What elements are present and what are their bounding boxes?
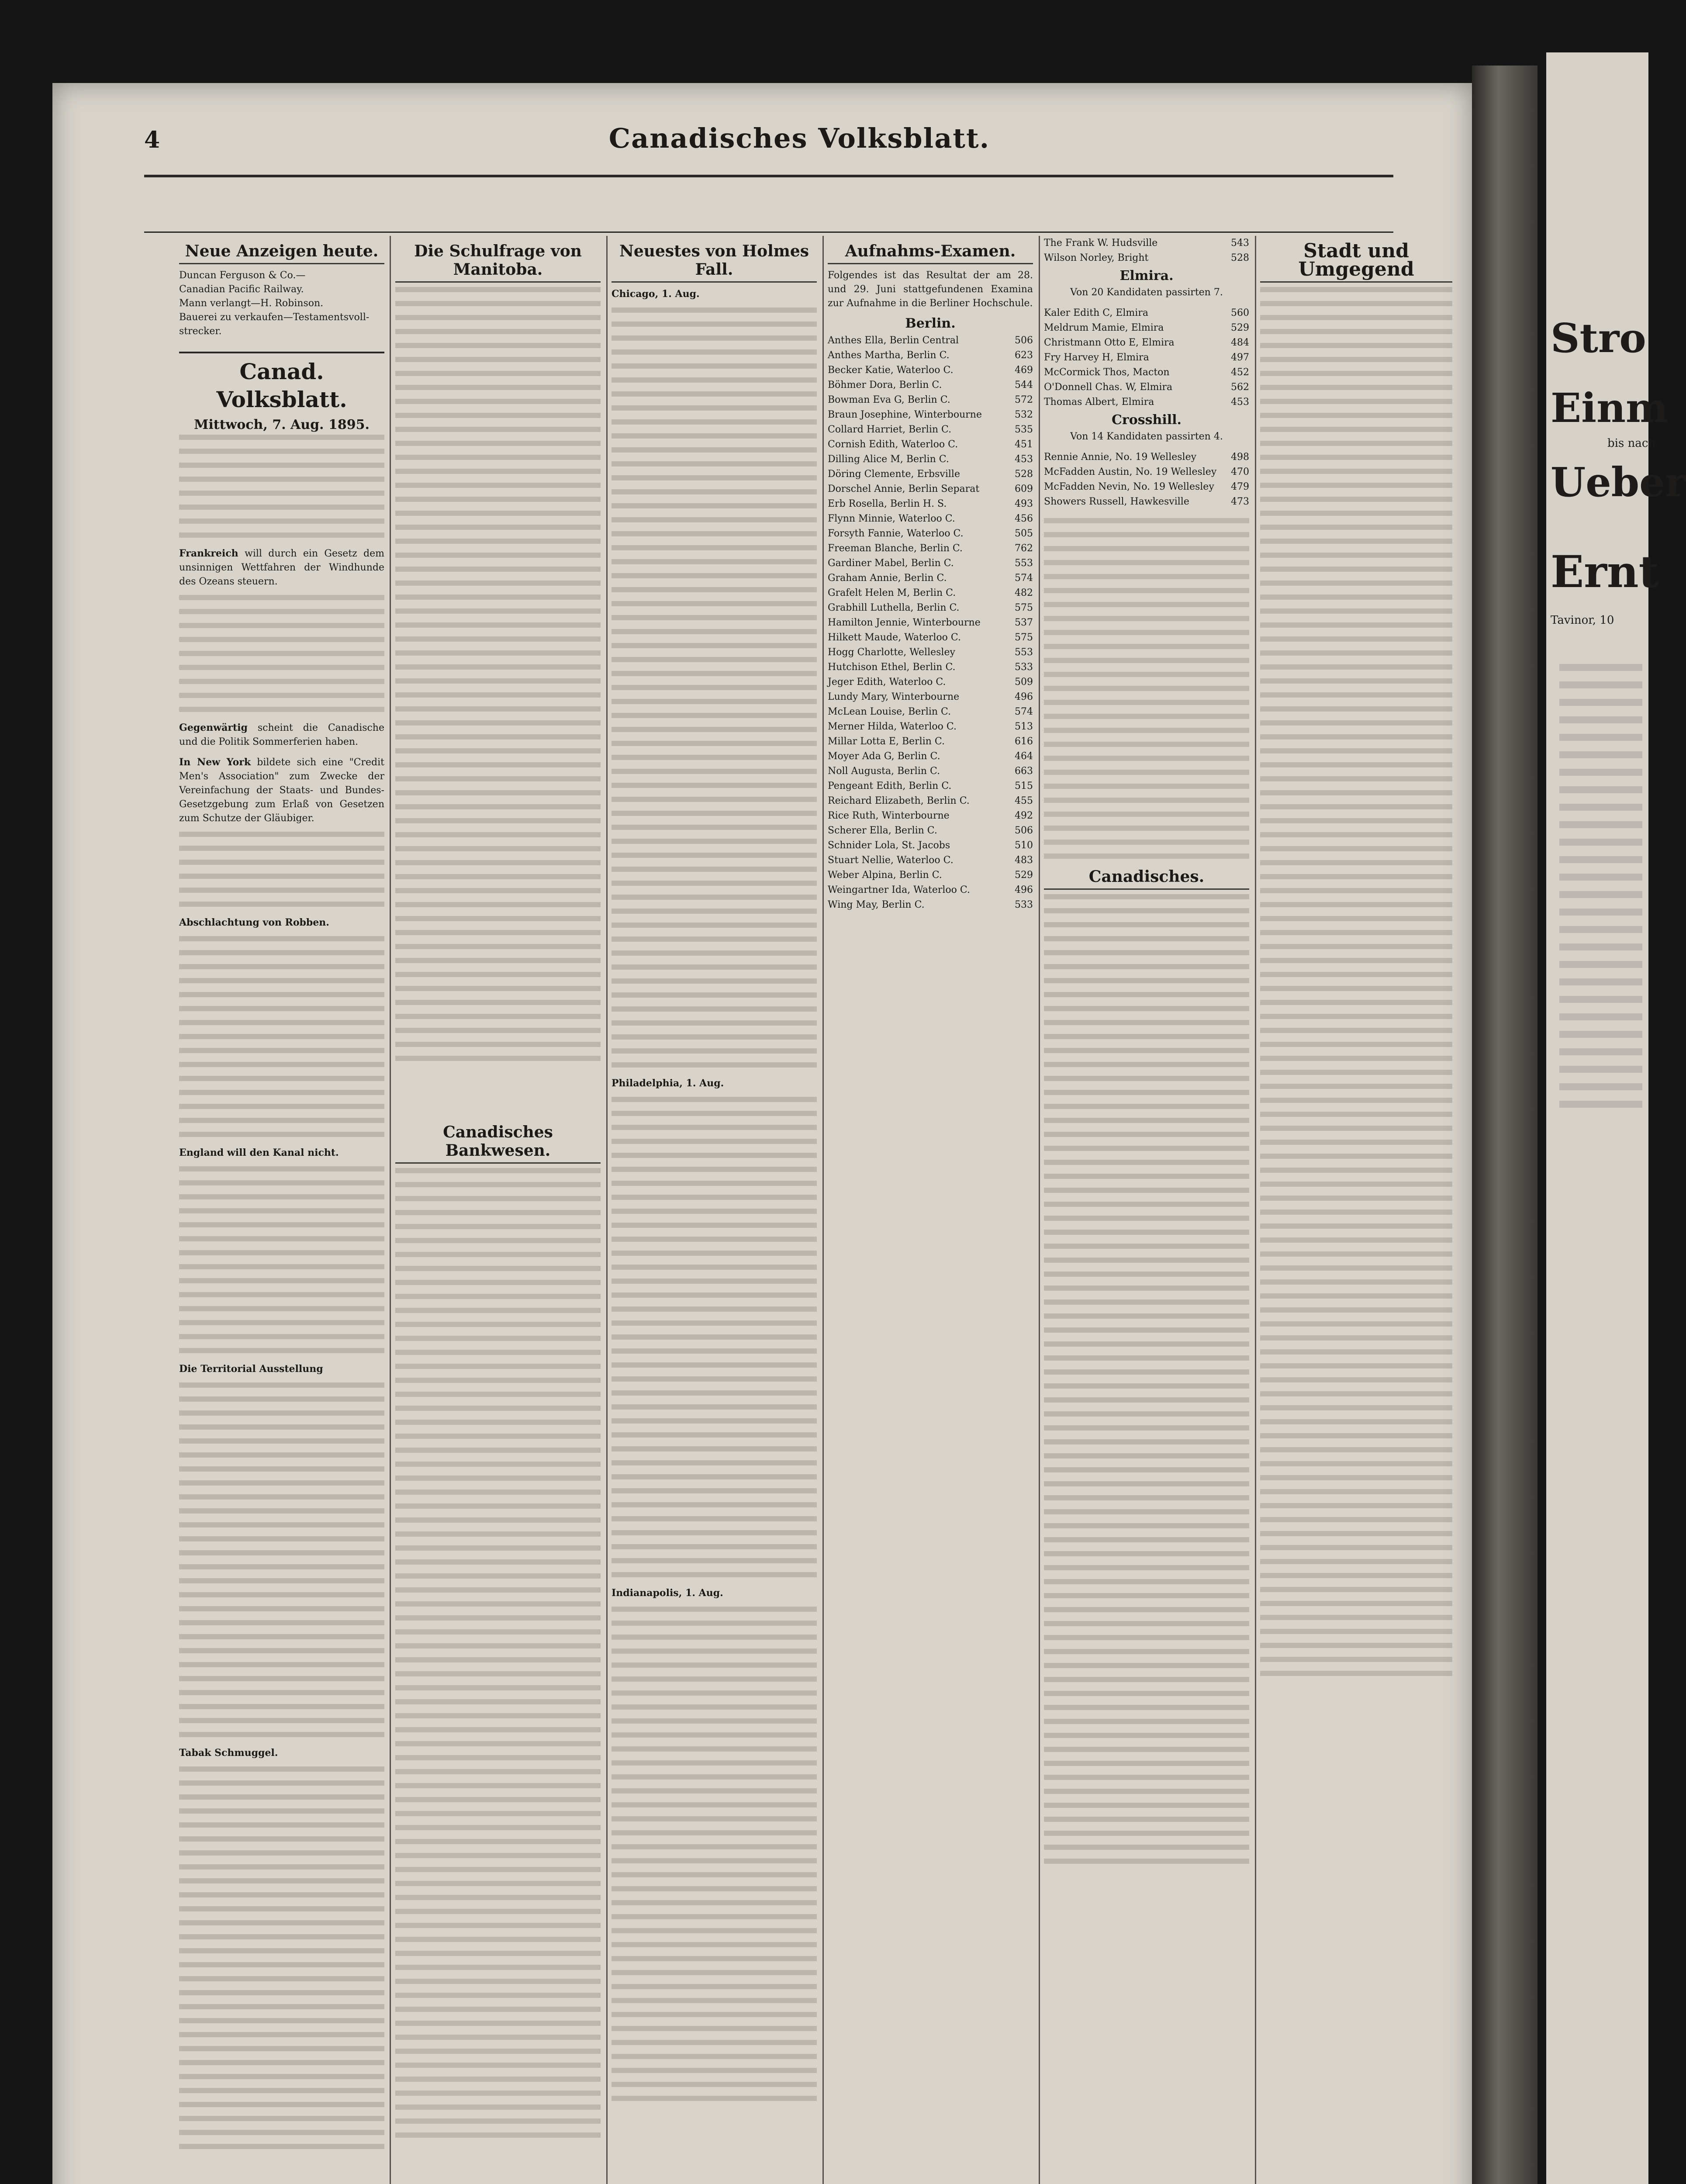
- candidate-score: 544: [1015, 380, 1033, 390]
- section-heading: Berlin.: [905, 316, 956, 331]
- news-item-heading: Tabak Schmuggel.: [179, 1747, 278, 1759]
- paper-title: Canad. Volksblatt.: [179, 352, 384, 414]
- candidate-name: Erb Rosella, Berlin H. S.: [828, 498, 947, 509]
- column-separator: [1039, 236, 1040, 2184]
- news-item: [179, 1146, 384, 1160]
- candidate-score: 464: [1015, 751, 1033, 762]
- candidate-score: 572: [1015, 394, 1033, 405]
- news-item: [179, 546, 384, 589]
- news-item-heading: Gegenwärtig: [179, 722, 248, 733]
- candidate-name: Rice Ruth, Winterbourne: [828, 810, 950, 821]
- news-item-heading: Frankreich: [179, 548, 238, 559]
- results-list: [1044, 306, 1249, 410]
- candidate-name: Schnider Lola, St. Jacobs: [828, 840, 950, 851]
- candidate-name: The Frank W. Hudsville: [1044, 238, 1158, 249]
- article-heading: Stadt und Umgegend: [1260, 242, 1452, 283]
- dateline: Mittwoch, 7. Aug. 1895.: [194, 417, 370, 432]
- facing-page-fragment: [1546, 52, 1686, 2184]
- candidate-name: O'Donnell Chas. W, Elmira: [1044, 382, 1173, 393]
- candidate-name: Bowman Eva G, Berlin C.: [828, 394, 950, 405]
- list-item: [1044, 350, 1249, 365]
- news-item: [179, 721, 384, 749]
- column-separator: [390, 236, 391, 2184]
- candidate-score: 533: [1015, 662, 1033, 673]
- list-item: [828, 809, 1033, 823]
- news-item-text: will durch ein Gesetz dem unsinnigen Wettfahren der Windhunde des Ozeans steuern.: [179, 548, 384, 587]
- candidate-score: 453: [1015, 454, 1033, 465]
- column-4: [828, 236, 1033, 2184]
- candidate-score: 529: [1015, 870, 1033, 881]
- candidate-name: Kaler Edith C, Elmira: [1044, 308, 1148, 318]
- news-item-text: bildete sich eine "Credit Men's Association" zum Zwecke der Vereinfachung der Staats- und Bundes-Gesetzgebung zum Erlaß von Gesetzen zum Schutze der Gläubiger.: [179, 757, 385, 824]
- list-item: [828, 482, 1033, 497]
- candidate-name: Forsyth Fannie, Waterloo C.: [828, 528, 964, 539]
- dateline: Chicago, 1. Aug.: [612, 288, 700, 300]
- ad-item: Duncan Ferguson & Co.—: [179, 270, 306, 281]
- column-1: [179, 236, 384, 2184]
- facing-headline-2: Einm: [1551, 384, 1669, 432]
- candidate-score: 553: [1015, 647, 1033, 658]
- results-list: [828, 333, 1033, 912]
- candidate-name: Dilling Alice M, Berlin C.: [828, 454, 949, 465]
- section-note: Von 14 Kandidaten passirten 4.: [1070, 431, 1223, 442]
- candidate-score: 473: [1231, 496, 1249, 507]
- list-item: [828, 779, 1033, 794]
- list-item: [828, 601, 1033, 615]
- list-item: [828, 853, 1033, 868]
- list-item: [828, 526, 1033, 541]
- candidate-score: 482: [1015, 587, 1033, 598]
- candidate-score: 505: [1015, 528, 1033, 539]
- candidate-name: Showers Russell, Hawkesville: [1044, 496, 1189, 507]
- list-item: [1044, 335, 1249, 350]
- candidate-score: 529: [1231, 322, 1249, 333]
- list-item: [828, 556, 1033, 571]
- candidate-score: 456: [1015, 513, 1033, 524]
- candidate-score: 451: [1015, 439, 1033, 450]
- candidate-name: Collard Harriet, Berlin C.: [828, 424, 952, 435]
- candidate-name: Fry Harvey H, Elmira: [1044, 352, 1149, 363]
- column-2: [395, 236, 601, 2184]
- facing-headline-3: Ueber: [1551, 459, 1686, 506]
- candidate-score: 484: [1231, 337, 1249, 348]
- list-item: [828, 467, 1033, 482]
- candidate-name: Dorschel Annie, Berlin Separat: [828, 484, 980, 494]
- candidate-name: Weber Alpina, Berlin C.: [828, 870, 942, 881]
- candidate-score: 528: [1015, 469, 1033, 480]
- list-item: [828, 393, 1033, 408]
- candidate-name: Flynn Minnie, Waterloo C.: [828, 513, 955, 524]
- page-header: [144, 122, 1393, 175]
- list-item: [828, 883, 1033, 898]
- article-heading: Canadisches Bankwesen.: [395, 1123, 601, 1164]
- section-note: Von 20 Kandidaten passirten 7.: [1070, 287, 1223, 298]
- candidate-score: 492: [1015, 810, 1033, 821]
- list-item: [828, 541, 1033, 556]
- column-separator: [822, 236, 824, 2184]
- list-item: [828, 437, 1033, 452]
- results-list: [1044, 450, 1249, 509]
- list-item: [828, 422, 1033, 437]
- article-intro: Folgendes ist das Resultat der am 28. und 29. Juni stattgefundenen Examina zur Aufnahme in die Berliner Hochschule.: [828, 270, 1033, 309]
- candidate-name: Thomas Albert, Elmira: [1044, 397, 1154, 408]
- article-heading: Die Schulfrage von Manitoba.: [395, 242, 601, 283]
- facing-headline-1: Stro: [1551, 314, 1646, 362]
- candidate-score: 762: [1015, 543, 1033, 554]
- candidate-score: 470: [1231, 467, 1249, 477]
- news-item: [179, 916, 384, 930]
- list-item: [1044, 251, 1249, 266]
- candidate-name: Noll Augusta, Berlin C.: [828, 766, 940, 777]
- ad-item: Mann verlangt—H. Robinson.: [179, 298, 324, 309]
- list-item: [828, 497, 1033, 511]
- article-heading: Aufnahms-Examen.: [828, 242, 1033, 264]
- section-heading: Elmira.: [1119, 268, 1174, 283]
- candidate-name: Merner Hilda, Waterloo C.: [828, 721, 957, 732]
- candidate-score: 496: [1015, 885, 1033, 895]
- list-item: [1044, 321, 1249, 335]
- candidate-score: 575: [1015, 632, 1033, 643]
- candidate-name: Hogg Charlotte, Wellesley: [828, 647, 955, 658]
- ad-item: Canadian Pacific Railway.: [179, 284, 304, 295]
- ad-item: Bauerei zu verkaufen—Testamentsvoll-strecker.: [179, 312, 370, 337]
- candidate-score: 560: [1231, 308, 1249, 318]
- candidate-name: Christmann Otto E, Elmira: [1044, 337, 1175, 348]
- list-item: [828, 675, 1033, 690]
- candidate-name: Millar Lotta E, Berlin C.: [828, 736, 945, 747]
- candidate-name: Reichard Elizabeth, Berlin C.: [828, 795, 970, 806]
- candidate-name: McFadden Austin, No. 19 Wellesley: [1044, 467, 1217, 477]
- candidate-score: 553: [1015, 558, 1033, 569]
- candidate-score: 537: [1015, 617, 1033, 628]
- news-item-heading: England will den Kanal nicht.: [179, 1147, 339, 1158]
- dateline: Philadelphia, 1. Aug.: [612, 1078, 724, 1089]
- list-item: [828, 690, 1033, 705]
- candidate-score: 562: [1231, 382, 1249, 393]
- candidate-name: Gardiner Mabel, Berlin C.: [828, 558, 954, 569]
- candidate-name: Grabhill Luthella, Berlin C.: [828, 602, 960, 613]
- candidate-name: McCormick Thos, Macton: [1044, 367, 1170, 378]
- list-item: [828, 764, 1033, 779]
- list-item: [1044, 365, 1249, 380]
- list-item: [828, 333, 1033, 348]
- results-list: [1044, 236, 1249, 266]
- list-item: [828, 749, 1033, 764]
- candidate-score: 515: [1015, 781, 1033, 791]
- candidate-name: Anthes Ella, Berlin Central: [828, 335, 959, 346]
- candidate-name: Wing May, Berlin C.: [828, 899, 925, 910]
- masthead: Canadisches Volksblatt.: [608, 122, 990, 154]
- candidate-score: 575: [1015, 602, 1033, 613]
- candidate-name: Braun Josephine, Winterbourne: [828, 409, 982, 420]
- candidate-name: Döring Clemente, Erbsville: [828, 469, 960, 480]
- candidate-score: 532: [1015, 409, 1033, 420]
- candidate-score: 453: [1231, 397, 1249, 408]
- candidate-name: Weingartner Ida, Waterloo C.: [828, 885, 970, 895]
- candidate-score: 493: [1015, 498, 1033, 509]
- candidate-name: Becker Katie, Waterloo C.: [828, 365, 954, 376]
- news-item: [179, 1746, 384, 1760]
- candidate-name: Pengeant Edith, Berlin C.: [828, 781, 952, 791]
- candidate-score: 535: [1015, 424, 1033, 435]
- list-item: [1044, 494, 1249, 509]
- list-item: [828, 645, 1033, 660]
- candidate-score: 510: [1015, 840, 1033, 851]
- column-separator: [1255, 236, 1256, 2184]
- news-item-heading: Abschlachtung von Robben.: [179, 917, 329, 928]
- list-item: [828, 734, 1033, 749]
- candidate-score: 509: [1015, 677, 1033, 688]
- facing-subline: bis nach: [1607, 437, 1656, 450]
- candidate-name: Stuart Nellie, Waterloo C.: [828, 855, 954, 866]
- candidate-score: 455: [1015, 795, 1033, 806]
- candidate-score: 498: [1231, 452, 1249, 463]
- candidate-name: McFadden Nevin, No. 19 Wellesley: [1044, 481, 1214, 492]
- list-item: [1044, 465, 1249, 480]
- candidate-name: Lundy Mary, Winterbourne: [828, 691, 960, 702]
- column-top-rule: [144, 232, 1393, 233]
- header-rule: [144, 175, 1393, 177]
- list-item: [828, 630, 1033, 645]
- candidate-name: Grafelt Helen M, Berlin C.: [828, 587, 956, 598]
- list-item: [828, 660, 1033, 675]
- candidate-score: 497: [1231, 352, 1249, 363]
- candidate-name: Hamilton Jennie, Winterbourne: [828, 617, 981, 628]
- list-item: [1044, 380, 1249, 395]
- candidate-name: Graham Annie, Berlin C.: [828, 573, 947, 584]
- article-heading: Canadisches.: [1044, 867, 1249, 890]
- candidate-score: 574: [1015, 706, 1033, 717]
- candidate-name: Moyer Ada G, Berlin C.: [828, 751, 940, 762]
- candidate-score: 496: [1015, 691, 1033, 702]
- article-heading: Neuestes von Holmes Fall.: [612, 242, 817, 283]
- candidate-name: Meldrum Mamie, Elmira: [1044, 322, 1164, 333]
- list-item: [828, 868, 1033, 883]
- list-item: [828, 511, 1033, 526]
- candidate-score: 663: [1015, 766, 1033, 777]
- list-item: [828, 363, 1033, 378]
- list-item: [1044, 236, 1249, 251]
- candidate-name: Scherer Ella, Berlin C.: [828, 825, 937, 836]
- column-3: [612, 236, 817, 2184]
- candidate-score: 513: [1015, 721, 1033, 732]
- page-number: 4: [144, 127, 160, 153]
- news-item: [179, 755, 384, 826]
- candidate-name: McLean Louise, Berlin C.: [828, 706, 951, 717]
- candidate-score: 623: [1015, 350, 1033, 361]
- list-item: [828, 719, 1033, 734]
- list-item: [828, 838, 1033, 853]
- ads-heading: Neue Anzeigen heute.: [179, 242, 384, 264]
- news-item-text: scheint die Canadische und die Politik Sommerferien haben.: [179, 722, 384, 747]
- candidate-score: 469: [1015, 365, 1033, 376]
- candidate-score: 609: [1015, 484, 1033, 494]
- list-item: [828, 823, 1033, 838]
- candidate-score: 483: [1015, 855, 1033, 866]
- candidate-score: 574: [1015, 573, 1033, 584]
- list-item: [1044, 395, 1249, 410]
- news-item-heading: Die Territorial Ausstellung: [179, 1363, 323, 1375]
- list-item: [828, 378, 1033, 393]
- book-gutter: [1472, 66, 1537, 2184]
- list-item: [828, 615, 1033, 630]
- facing-dateline: Tavinor, 10: [1551, 614, 1614, 627]
- column-5: [1044, 236, 1249, 2184]
- news-item: [179, 1362, 384, 1376]
- candidate-score: 533: [1015, 899, 1033, 910]
- list-item: [828, 408, 1033, 422]
- list-item: [1044, 480, 1249, 494]
- list-item: [828, 348, 1033, 363]
- list-item: [828, 898, 1033, 912]
- candidate-name: Böhmer Dora, Berlin C.: [828, 380, 942, 390]
- list-item: [828, 571, 1033, 586]
- candidate-name: Cornish Edith, Waterloo C.: [828, 439, 958, 450]
- facing-headline-4: Ernt: [1551, 546, 1659, 598]
- list-item: [828, 705, 1033, 719]
- candidate-name: Hilkett Maude, Waterloo C.: [828, 632, 961, 643]
- candidate-name: Rennie Annie, No. 19 Wellesley: [1044, 452, 1197, 463]
- candidate-name: Jeger Edith, Waterloo C.: [828, 677, 946, 688]
- section-heading: Crosshill.: [1112, 412, 1182, 428]
- column-6: [1260, 236, 1452, 2184]
- candidate-score: 479: [1231, 481, 1249, 492]
- candidate-name: Freeman Blanche, Berlin C.: [828, 543, 963, 554]
- dateline: Indianapolis, 1. Aug.: [612, 1587, 723, 1599]
- list-item: [828, 794, 1033, 809]
- candidate-name: Hutchison Ethel, Berlin C.: [828, 662, 956, 673]
- candidate-score: 528: [1231, 252, 1249, 263]
- candidate-name: Anthes Martha, Berlin C.: [828, 350, 950, 361]
- list-item: [1044, 450, 1249, 465]
- candidate-score: 506: [1015, 335, 1033, 346]
- candidate-score: 506: [1015, 825, 1033, 836]
- list-item: [828, 452, 1033, 467]
- candidate-score: 616: [1015, 736, 1033, 747]
- list-item: [1044, 306, 1249, 321]
- candidate-name: Wilson Norley, Bright: [1044, 252, 1149, 263]
- news-item-heading: In New York: [179, 757, 251, 768]
- list-item: [828, 586, 1033, 601]
- candidate-score: 452: [1231, 367, 1249, 378]
- column-separator: [606, 236, 608, 2184]
- candidate-score: 543: [1231, 238, 1249, 249]
